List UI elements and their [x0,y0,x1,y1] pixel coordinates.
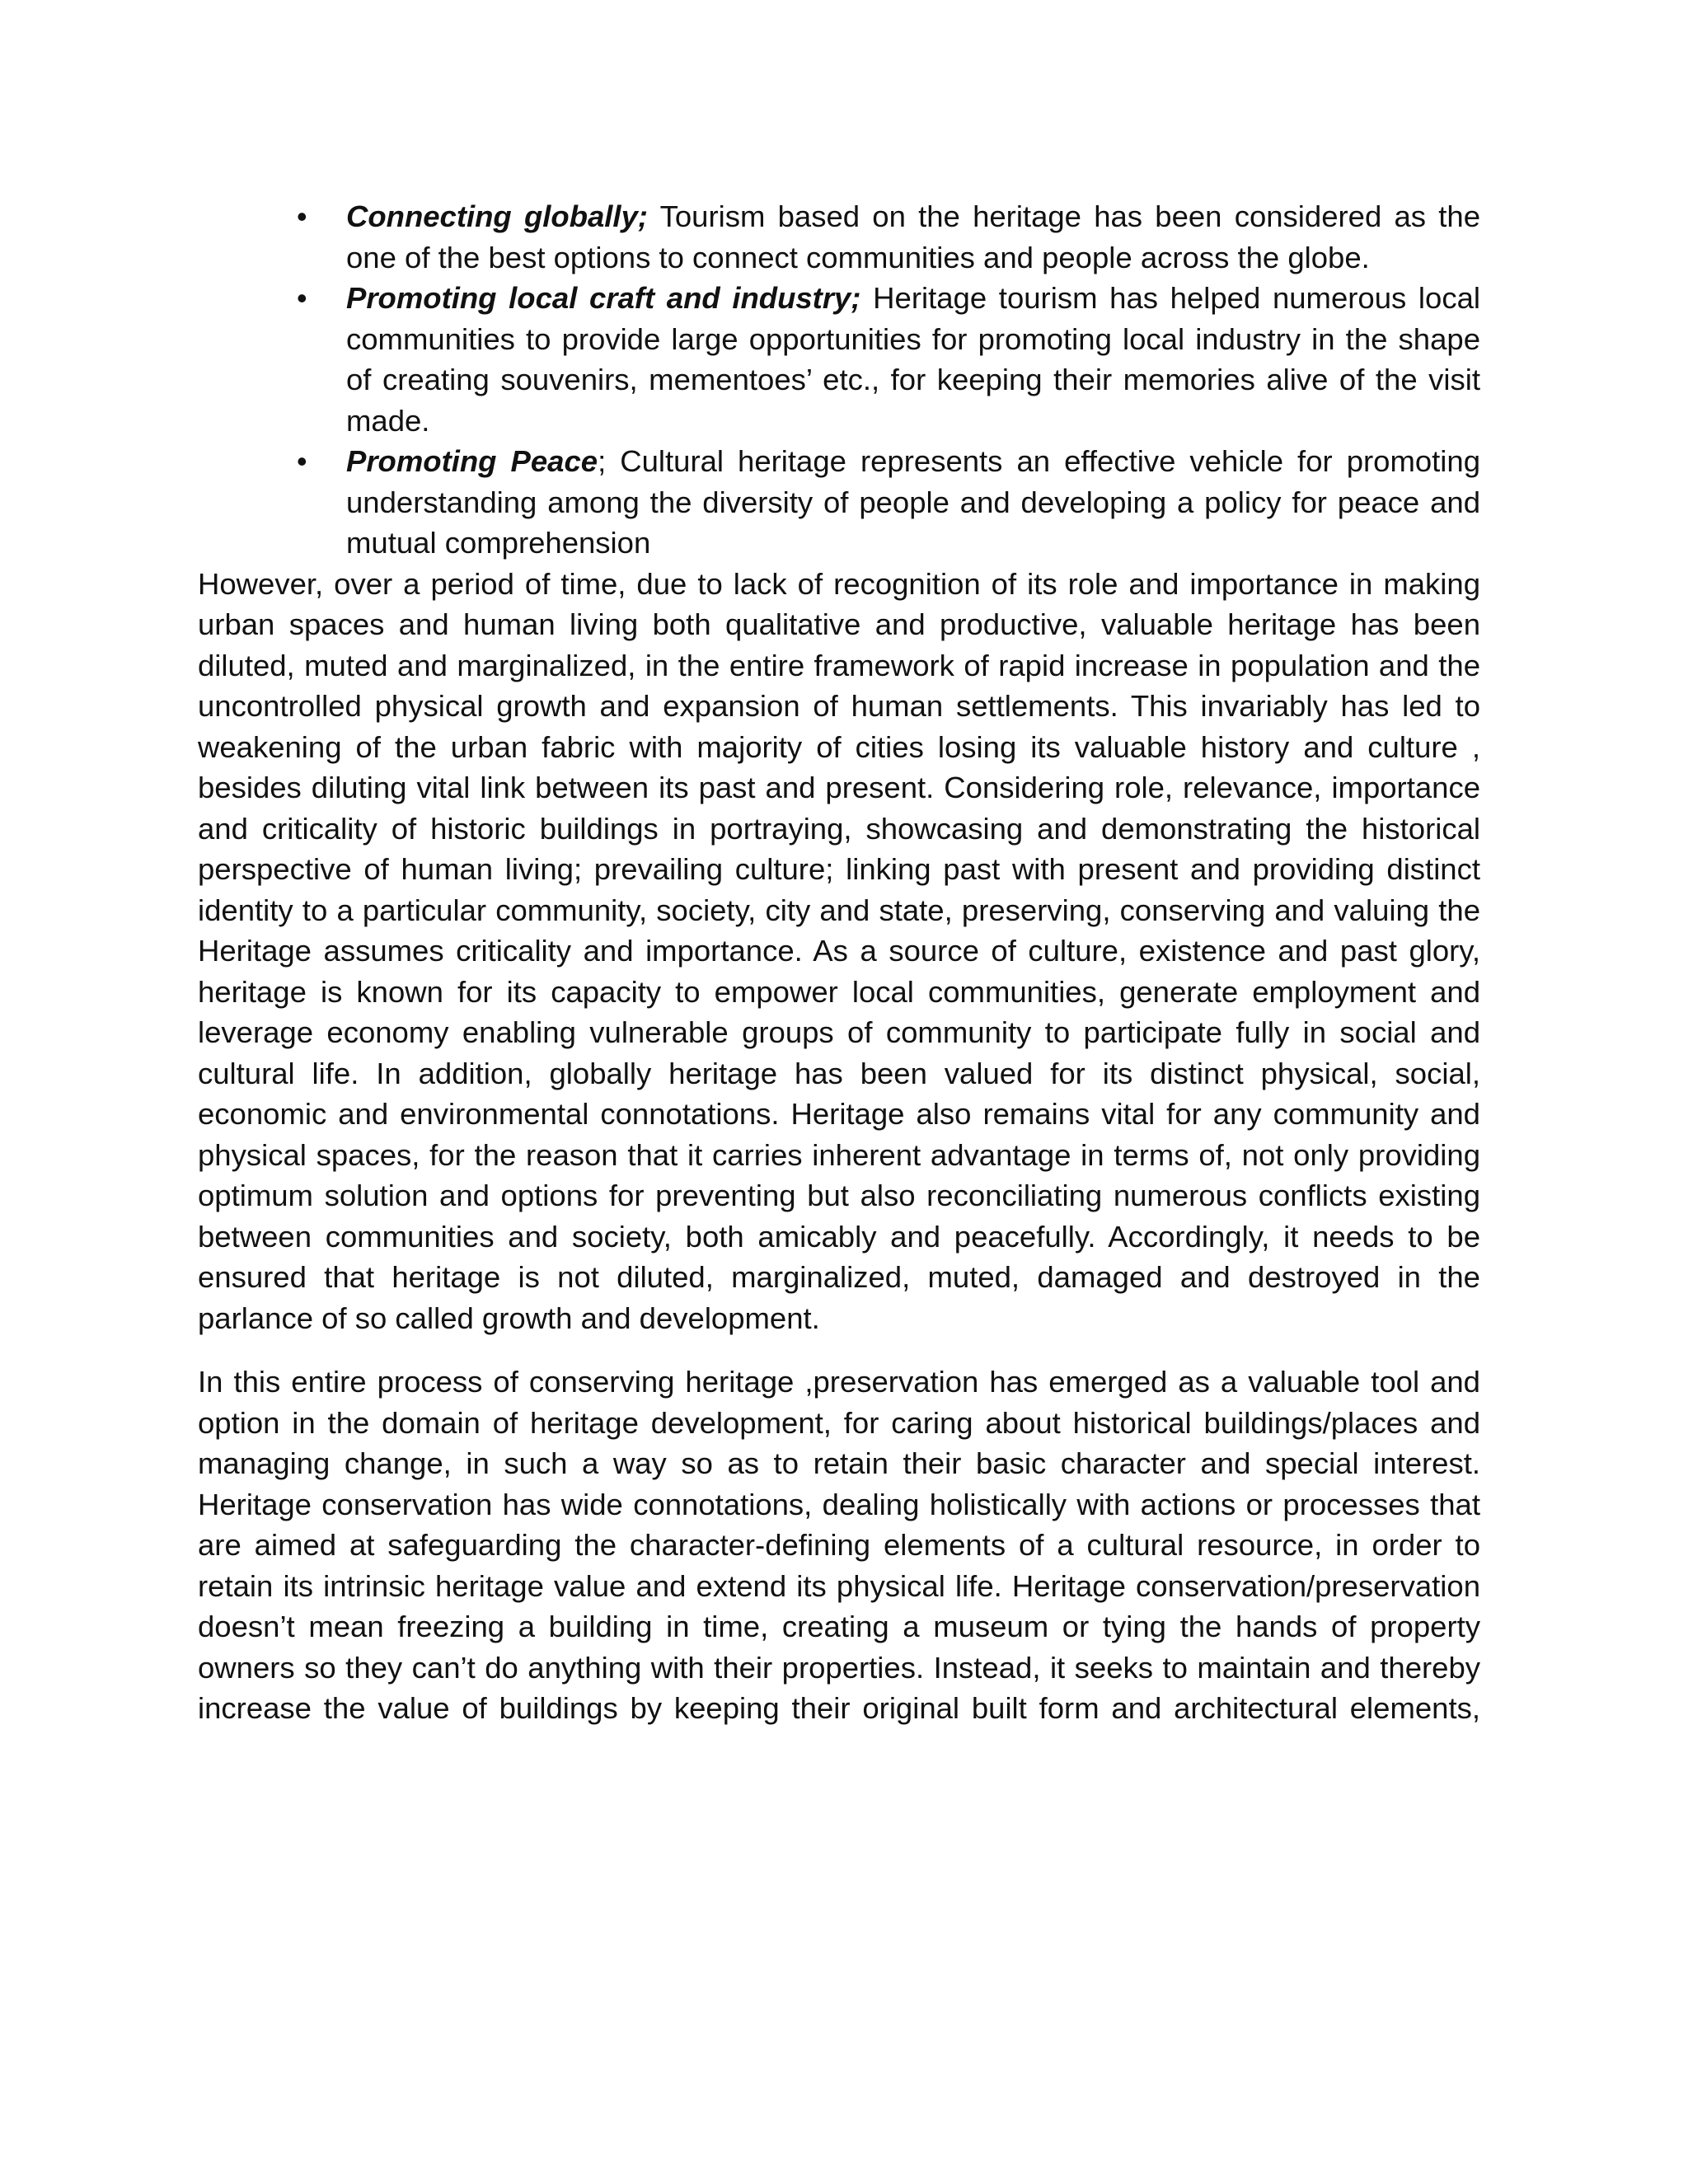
bullet-item-promoting-peace [297,441,1480,564]
bullet-text: ; Cultural heritage represents an effective vehicle for promoting understanding among the diversity of people and developing a policy for peace and mutual comprehension [346,444,1480,560]
bullet-title: Connecting globally; [346,199,649,233]
bullet-icon: • [297,281,307,315]
bullet-icon: • [297,444,307,478]
bullet-item-connecting-globally [297,196,1481,278]
document-page [198,196,1480,1729]
bullet-icon: • [297,199,307,233]
bullet-list [198,196,1480,564]
paragraph-preservation: In this entire process of conserving heritage ,preservation has emerged as a valuable tool and option in the domain of heritage development, for caring about historical buildings/places and managing change, in such a way so as to retain their basic character and special interest. Heritage conservation has wide connotations, dealing holistically with actions or processes that are aimed at safeguarding the character-defining elements of a cultural resource, in order to retain its intrinsic heritage value and extend its physical life. Heritage conservation/preservation doesn’t mean freezing a building in time, creating a museum or tying the hands of property owners so they can’t do anything with their properties. Instead, it seeks to maintain and thereby increase the value of buildings by keeping their original built form and architectural elements, [198,1365,1480,1725]
bullet-text: Heritage tourism has helped numerous local communities to provide large opportunities for promoting local industry in the shape of creating souvenirs, mementoes’ etc., for keeping their memories alive of the visit made. [346,281,1480,438]
bullet-title: Promoting Peace [346,444,598,478]
bullet-text: Tourism based on the heritage has been considered as the one of the best options to connect communities and people across the globe. [346,199,1481,274]
bullet-item-promoting-local-craft [297,278,1480,441]
bullet-title: Promoting local craft and industry; [346,281,861,315]
paragraph-heritage-decline: However, over a period of time, due to lack of recognition of its role and importance in making urban spaces and human living both qualitative and productive, valuable heritage has been diluted, muted and marginalized, in the entire framework of rapid increase in population and the uncontrolled physical growth and expansion of human settlements. This invariably has led to weakening of the urban fabric with majority of cities losing its valuable history and culture , besides diluting vital link between its past and present. Considering role, relevance, importance and criticality of historic buildings in portraying, showcasing and demonstrating the historical perspective of human living; prevailing culture; linking past with present and providing distinct identity to a particular community, society, city and state, preserving, conserving and valuing the Heritage assumes criticality and importance. As a source of culture, existence and past glory, heritage is known for its capacity to empower local communities, generate employment and leverage economy enabling vulnerable groups of community to participate fully in social and cultural life. In addition, globally heritage has been valued for its distinct physical, social, economic and environmental connotations. Heritage also remains vital for any community and physical spaces, for the reason that it carries inherent advantage in terms of, not only providing optimum solution and options for preventing but also reconciliating numerous conflicts existing between communities and society, both amicably and peacefully. Accordingly, it needs to be ensured that heritage is not diluted, marginalized, muted, damaged and destroyed in the parlance of so called growth and development. [198,566,1480,1335]
